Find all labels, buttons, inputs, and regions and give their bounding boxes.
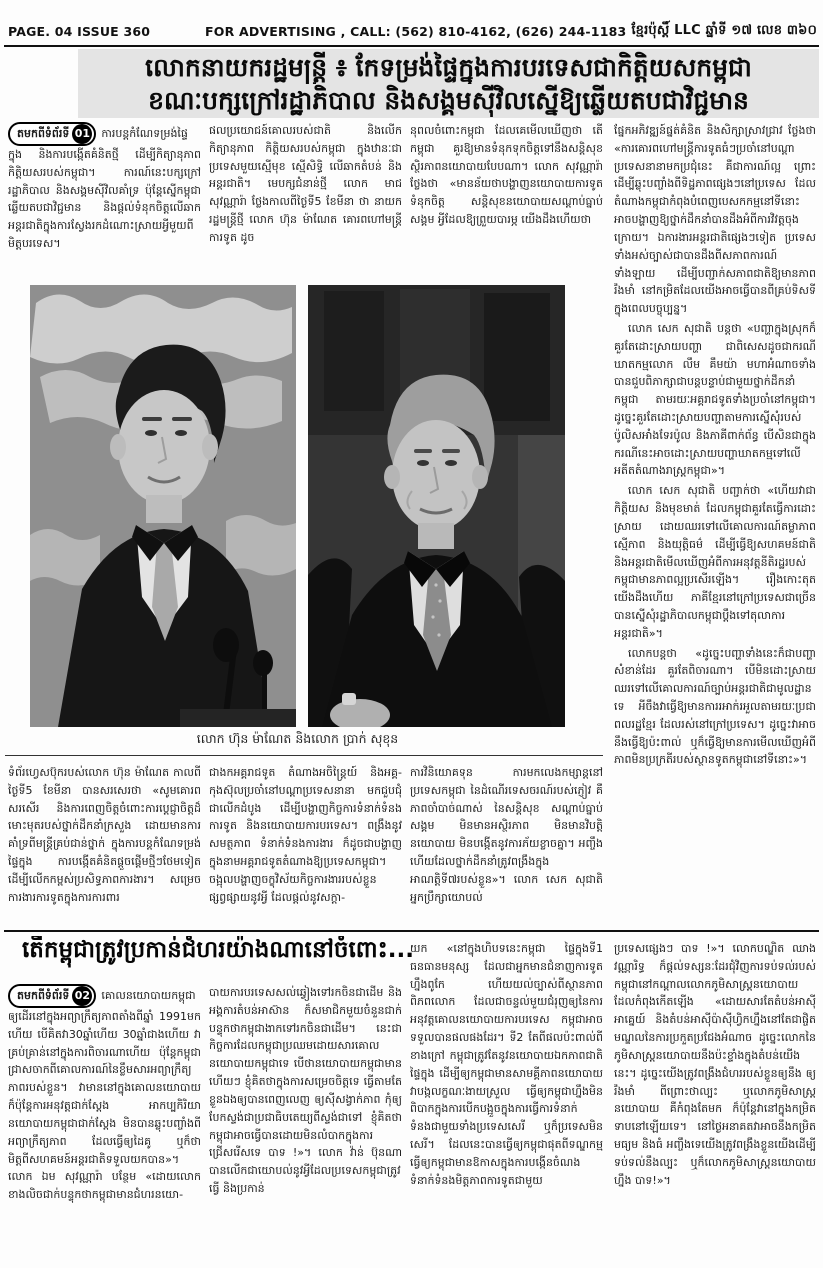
- badge-label: តមកពីទំព័រទី: [17, 127, 70, 141]
- continued-from-page-badge: [8, 122, 96, 146]
- badge-label: តមកពីទំព័រទី: [17, 989, 70, 1003]
- article1-column-3: [410, 122, 603, 285]
- article1-below-1-text: ទំព័រហ្វេសប៊ុករបស់លោក ហ៊ុន ម៉ាណែត កាលពីថ្ងៃទី5 ខែមីនា បានសរសេរថា «សូមគោរពសរសើរ និងការពេញចិត្តចំពោះការប្តេជ្ញាចិត្តដ៏មោះមុតរបស់ថ្នាក់ដឹកនាំក្រសួង ដោយមានការគាំទ្រពីមន្ត្រីគ្រប់ជាន់ថ្នាក់ ក្នុងការបន្តកំណែទម្រង់ផ្ទៃក្នុង ការបង្កើតគំនិតផ្តួចផ្តើមថ្មីៗថែមទៀត ដើម្បីលើកកម្ពស់ប្រសិទ្ធភាពការងារ។ សម្រេចការងារការទូតក្នុងការការពារ: [8, 766, 201, 904]
- page-issue-label: PAGE. 04 ISSUE 360: [8, 24, 151, 39]
- article1-right-p3: លោក សេក សុជាតិ បញ្ជាក់ថា «ហើយវាជាកិត្តិយស និងមុខមាត់ ដែលកម្ពុជាគួរតែធ្វើការដោះស្រាយ ដោយឈរទៅលើគោលការណ៍តម្លាភាព ស្មើភាព និងយុត្តិធម៌ ដើម្បីធ្វើឱ្យសហគមន៍ជាតិ និងអន្តរជាតិមើលឃើញអំពីការអនុវត្តនីតិរដ្ឋរបស់កម្ពុជាមានភាពល្អប្រសើរឡើង។ រឿងកោះតុត យើងដឹងហើយ ភាគីខ្មែរនៅក្រៅប្រទេសជាច្រើនបានស្នើសុំរដ្ឋាភិបាលកម្ពុជាប្តឹងទៅតុលាការអន្តរជាតិ»។: [614, 484, 816, 640]
- article1-right-p2: លោក សេក សុជាតិ បន្តថា «បញ្ហាក្នុងស្រុកក៏គួរតែដោះស្រាយបញ្ហា ជាពិសេសដូចជាករណីឃាតកម្មលោក លឹម គឹមយ៉ា មហាអំណាចទាំងបានជួបពិភាក្សាជាបន្តបន្ទាប់ជាមួយថ្នាក់ដឹកនាំកម្ពុជា តាមរយៈអគ្គរាជទូតទាំងប្រចាំនៅកម្ពុជា។ ដូច្នេះគួរតែដោះស្រាយបញ្ហាតាមការស្នើសុំរបស់ប៉ូលិសអាំងទែរប៉ូល និងភាគីពាក់ព័ន្ធ បើសិនជាក្នុងករណីនេះអាចដោះស្រាយបញ្ហាឃាតកម្មទៅលើអតីតតំណាងរាស្ត្រកម្ពុជា»។: [614, 321, 816, 478]
- article2-column-1: [8, 984, 201, 1220]
- photo-caption: លោក ហ៊ុន ម៉ាណែត និងលោក ប្រាក់ សុខុន: [196, 731, 399, 746]
- article1-column-2: [209, 122, 402, 285]
- continued-from-page-badge: [8, 984, 96, 1008]
- article1-below-column-1: [8, 764, 201, 926]
- article1-below-column-2: [209, 764, 402, 926]
- article1-column-1-text: ការបន្តកំណែទម្រង់ផ្ទៃក្នុង និងការបង្កើតគំនិតថ្មី ដើម្បីកិត្យានុភាព កិត្តិយសរបស់កម្ពុជា។ ការណ៍នេះបក្សក្រៅរដ្ឋាភិបាល និងសង្គមស៊ីវិលគាំទ្រ ប៉ុន្តែស្នើកម្ពុជាឆ្លើយតបជាវិជ្ជមាន និងផ្តល់ទំនុកចិត្តលើឆាកអន្តរជាតិក្នុងការស្វែងរកដំណោះស្រាយអ្វីមួយពីមិត្តបរទេស។: [8, 127, 201, 251]
- article1-headline-line1: លោកនាយករដ្ឋមន្ត្រី ៖ កែទម្រង់ផ្ទៃក្នុងការបរទេសជាកិត្តិយសកម្ពុជា: [145, 52, 752, 82]
- divider: [4, 45, 819, 47]
- hun-manet-portrait-photo: [30, 285, 296, 727]
- article1-right-p4: លោកបន្តថា «ដូច្នេះបញ្ហាទាំងនេះក៏ជាបញ្ហាសំខាន់ដែរ គួរតែពិចារណា។ បើមិនដោះស្រាយ ឈរទៅលើគោលការណ៍ច្បាប់អន្តរជាតិជាមូលដ្ឋានទេ អីចឹងវាធ្វើឱ្យមានការរអាក់រអួលតាមរយៈប្រជាពលរដ្ឋខ្មែរ ដែលរស់នៅក្រៅប្រទេស។ ដូច្នេះវាអាចនឹងធ្វើឱ្យប៉ះពាល់ ឬក៏ធ្វើឱ្យមានការមើលឃើញអំពីភាពមិនប្រក្រតីរបស់ស្ថានទូតកម្ពុជានៅទីនោះ»។: [614, 646, 816, 767]
- article2-column-4: [614, 940, 816, 1240]
- divider: [5, 755, 603, 756]
- article2-headline: តើកម្ពុជាត្រូវប្រកាន់ជំហរយ៉ាងណានៅចំពោះ...: [22, 937, 414, 963]
- article2-column-2: [209, 984, 402, 1220]
- prak-sokhonn-portrait-photo: [308, 285, 565, 727]
- article1-right-column: [614, 122, 816, 926]
- article1-below-column-3: [410, 764, 603, 926]
- article1-below-2-text: ជាងកអគ្គរាជទូត តំណាងអចិន្ត្រៃយ៍ និងអគ្គ-កុងស៊ុលប្រចាំនៅបណ្តាប្រទេសនានា មកជួបជុំជាលើកដំបូង ដើម្បីបង្ហាញកិច្ចការទំនាក់ទំនងការទូត និងនយោបាយការបរទេស។ ពង្រឹងនូវសមត្ថភាព ទំនាក់ទំនងការងារ ក៏ដូចជាបង្ហាញក្នុងនាមអគ្គរាជទូតតំណាងឱ្យប្រទេសកម្ពុជា។ ចង្អុលបង្ហាញចក្ខុវិស័យកិច្ចការងាររបស់ខ្លួនផ្សព្វផ្សាយនូវអ្វី ដែលផ្តល់នូវសក្តា-: [209, 766, 402, 904]
- article1-below-3-text: ការវិនិយោគទុន ការមកលេងកម្សាន្តនៅប្រទេសកម្ពុជា នៃដំណើរទេសចរណ៍របស់ភ្ញៀវ គឺភាពចាំបាច់ណាស់ នៃសន្តិសុខ សណ្តាប់ធ្នាប់សង្គម មិនមានអស្ថិរភាព មិនមានវិបត្តិនយោបាយ មិនបង្កើតនូវការភ័យខ្លាចគ្នា។ អញ្ចឹងហើយដែលថ្នាក់ដឹកនាំត្រូវពង្រឹងក្នុងអាណត្តិទី៧របស់ខ្លួន»។ លោក សេក សុជាតិ អ្នកប្រឹក្សាយោបល់: [410, 766, 603, 904]
- article2-column-4-text: ប្រទេសផ្សេងៗ បាទ !»។ លោកបណ្ឌិត ឈាង វណ្ណារិទ្ធ ក៏ផ្តល់ទស្សនៈដែរជុំវិញការទប់ទល់របស់កម្ពុជានៅកណ្តាលលោកភូមិសាស្ត្រនយោបាយដែលកំពុងកើតឡើង «ដោយសារតែតំបន់អាស៊ីអាគ្នេយ៍ និងតំបន់អាស៊ីប៉ាស៊ីហ្វិកហ្នឹងនៅតែជាផ្ចិតមណ្ឌលនៃការប្រកួតប្រជែងអំណាច ដូច្នេះលោកនៃភូមិសាស្ត្រនយោបាយនឹងប៉ះខ្ទាំងក្នុងតំបន់យើងនេះ។ ដូច្នេះយើងត្រូវពង្រឹងជំហររបស់ខ្លួនឲ្យនឹង ឲ្យរឹងមាំ ពីព្រោះថាល្បះ ឬលោកភូមិសាស្ត្រនយោបាយ គឺកំពុងតែមក ក៏ប៉ុន្តែវានៅក្នុងកម្រិតទាបនៅឡើយទេ។ នៅថ្ងៃអនាគតវាអាចនឹងកម្រិតមធ្យម និងធំ អញ្ចឹងទេយើងត្រូវពង្រឹងខ្លួនយើងដើម្បីទប់ទល់នឹងល្បះ ឬក៏លោកភូមិសាស្ត្រនយោបាយហ្នឹង បាទ!»។: [614, 942, 816, 1187]
- article1-column-1: [8, 122, 201, 285]
- brand-masthead: ខ្មែរប៉ុស្តិ៍ LLC ឆ្នាំទី ១៧ លេខ ៣៦០: [631, 23, 817, 38]
- article1-column-3-text: នុពលចំពោះកម្ពុជា ដែលគេមើលឃើញថា តើកម្ពុជា គួរឱ្យមានទំនុកទុកចិត្តទៅនឹងសន្តិសុខ ស្ថិរភាពនយោបាយបែបណា។ លោក សុវណ្ណារ៉ា ថ្លែងថា «មានន័យថាបង្ហាញនយោបាយការទូតទំនុកចិត្ត សន្តិសុខនយោបាយសណ្តាប់ធ្នាប់សង្គម អ្វីដែលឱ្យព្រួយបារម្ភ យើងដឹងហើយថា: [410, 124, 603, 227]
- badge-page-number: 02: [72, 986, 92, 1006]
- article1-headline-line2: ខណៈបក្សក្រៅរដ្ឋាភិបាល និងសង្គមស៊ីវិលស្នើឱ្យឆ្លើយតបជាវិជ្ជមាន: [148, 85, 749, 115]
- article1-headline-band: [78, 49, 819, 118]
- article1-photos: [30, 285, 565, 727]
- article1-right-p1: ផ្នែកអភិវឌ្ឍន៍ផ្នត់គំនិត និងសិក្សាស្រាវជ្រាវ ថ្លែងថា «ការគោរពហៅមន្ត្រីការទូតធំៗប្រចាំនៅបណ្តាប្រទេសនានាមកប្រជុំនេះ គឺជាការណ៍ល្អ ព្រោះដើម្បីឆ្លុះបញ្ចាំងពីទិដ្ឋភាពផ្សេងៗនៅប្រទេស ដែលតំណាងកម្ពុជាកំពុងបំពេញបេសកកម្មនៅទីនោះ អាចបង្ហាញឱ្យថ្នាក់ដឹកនាំបានដឹងអំពីការវិវត្តចុងក្រោយ។ ឯការងារអន្តរជាតិផ្សេងៗទៀត ប្រទេសទាំងអស់ច្បាស់ជាបានដឹងពីសភាពការណ៍ទាំងឡាយ ដើម្បីបញ្ជាក់សភាពជាតិឱ្យមានភាពរឹងមាំ នៅកម្រិតដែលយើងអាចធ្វើបានពីគ្រប់ទិសទីក្នុងពេលបច្ចុប្បន្ន។: [614, 124, 816, 316]
- badge-page-number: 01: [72, 124, 92, 144]
- article2-column-1-text: គោលនយោបាយកម្ពុជាឲ្យដើរនៅក្នុងអព្យាក្រឹត្យភាពតាំងពីឆ្នាំ 1991មកហើយ បើគិតវា30ឆ្នាំហើយ 30ឆ្នាំជាងហើយ វាគ្រប់គ្រាន់នៅក្នុងការពិចារណាហើយ ប៉ុន្តែកម្ពុជាជ្រាសចាកពីគោលការណ៍នៃខ្លឹមសារអព្យាក្រឹត្យភាពរបស់ខ្លួន។ វាមាននៅក្នុងគោលនយោបាយ ក៏ប៉ុន្តែការអនុវត្តជាក់ស្តែង អាកប្បកិរិយានយោបាយកម្ពុជាជាក់ស្តែង មិនបានឆ្លុះបញ្ចាំងពីអព្យាក្រឹត្យភាព ដែលធ្វើឲ្យដៃគូ ឬក៏ថាមិត្តពីសហគមន៍អន្តរជាតិទទួលយកបាន»។ លោក ឯម សុវណ្ណារ៉ា បន្ថែម «ដោយលោកខាងលិចជាក់បន្ទុកថាកម្ពុជាមានជំហរនយោ-: [8, 989, 201, 1202]
- article1-column-2-text: ផលប្រយោជន៍គោលរបស់ជាតិ និងលើកកិត្យានុភាព កិត្តិយសរបស់កម្ពុជា ក្នុងឋានៈជាប្រទេសមួយស្មើមុខ ស្មើសិទ្ធិ លើឆាកតំបន់ និងអន្តរជាតិ។ មេបក្សជំនាន់ថ្មី លោក មាជ សុវណ្ណារ៉ា ថ្លែងកាលពីថ្ងៃទី5 ខែមីនា ថា នាយករដ្ឋមន្ត្រីថ្មី លោក ហ៊ុន ម៉ាណែត គោរពហៅមន្ត្រីការទូត ដូច: [209, 124, 402, 244]
- article2-column-3: [410, 940, 603, 1252]
- article2-column-2-text: បាយការបរទេសសល់ឆ្វៀងទៅរកចិនជាដើម និងអង្គការតំបន់អាស៊ាន ក៏សមាជិកមួយចំនួនជាក់បន្ទុកថាកម្ពុជាងាកទៅរកចិនជាដើម។ នេះជាកិច្ចការដែលកម្ពុជាប្រឈមដោយសារគោលនយោបាយកម្ពុជាទេ បើថានយោបាយកម្ពុជាមានហើយៗ ខ្ញុំគិតថាក្នុងការសម្រេចចិត្តទេ ធ្វើតាមតែខ្លួនឯងឲ្យបានពេញលេញ ឲ្យស៊ីសង្វាក់ភាព កុំឲ្យបែកស្ទង់ជាប្រជាធិបតេយ្យពីស្ទង់ជាទៅ ខ្ញុំគិតថា កម្ពុជាអាចធ្វើបានដោយមិនលំបាកក្នុងការជ្រើសរើសទេ បាទ !»។ លោក វ៉ាន់ ប៊ុនណា បានលើកជាយោបល់នូវអ្វីដែលប្រទេសកម្ពុជាត្រូវធ្វើ និងប្រកាន់: [209, 986, 402, 1195]
- article2-column-3-text: យក «នៅក្នុងហិបទនេះកម្ពុជា ផ្ទៃក្នុងទី1 ធនធានមនុស្ស ដែលជាអ្នកមានជំនាញការទូតហ្នឹងពូកែ ហើយយល់ច្បាស់ពីស្ថានភាពពិភពលោក ដែលជាចន្ទល់មួយជំរុញឲ្យនៃការអនុវត្តគោលនយោបាយការបរទេស កម្ពុជាអាចទទួលបានផលផងដែរ។ ទី2 តែពីផលប៉ះពាល់ពីខាងក្រៅ កម្ពុជាត្រូវតែនូវនយោបាយឯកភាពជាតិផ្ទៃក្នុង ដើម្បីឲ្យកម្ពុជាមានសាមគ្គីភាពនយោបាយ វាបង្កលក្ខណៈងាយស្រួល ធ្វើឲ្យកម្ពុជាហ្នឹងមិនពិបាកក្នុងការបើកបង្អួចក្នុងការធ្វើការទំនាក់ទំនងជាមួយទាំងប្រទេសសេរី ឬក៏ប្រទេសមិនសេរី។ ដែលនេះបានធ្វើឲ្យកម្ពុជាផុតពីទណ្ឌកម្ម ធ្វើឲ្យកម្ពុជាមានឱកាសក្នុងការបង្កើនចំណងទំនាក់ទំនងមិត្តភាពការទូតជាមួយ: [410, 942, 603, 1187]
- advertising-contact: FOR ADVERTISING , CALL: (562) 810-4162, (626) 244-1183: [205, 24, 627, 39]
- section-divider: [4, 930, 819, 932]
